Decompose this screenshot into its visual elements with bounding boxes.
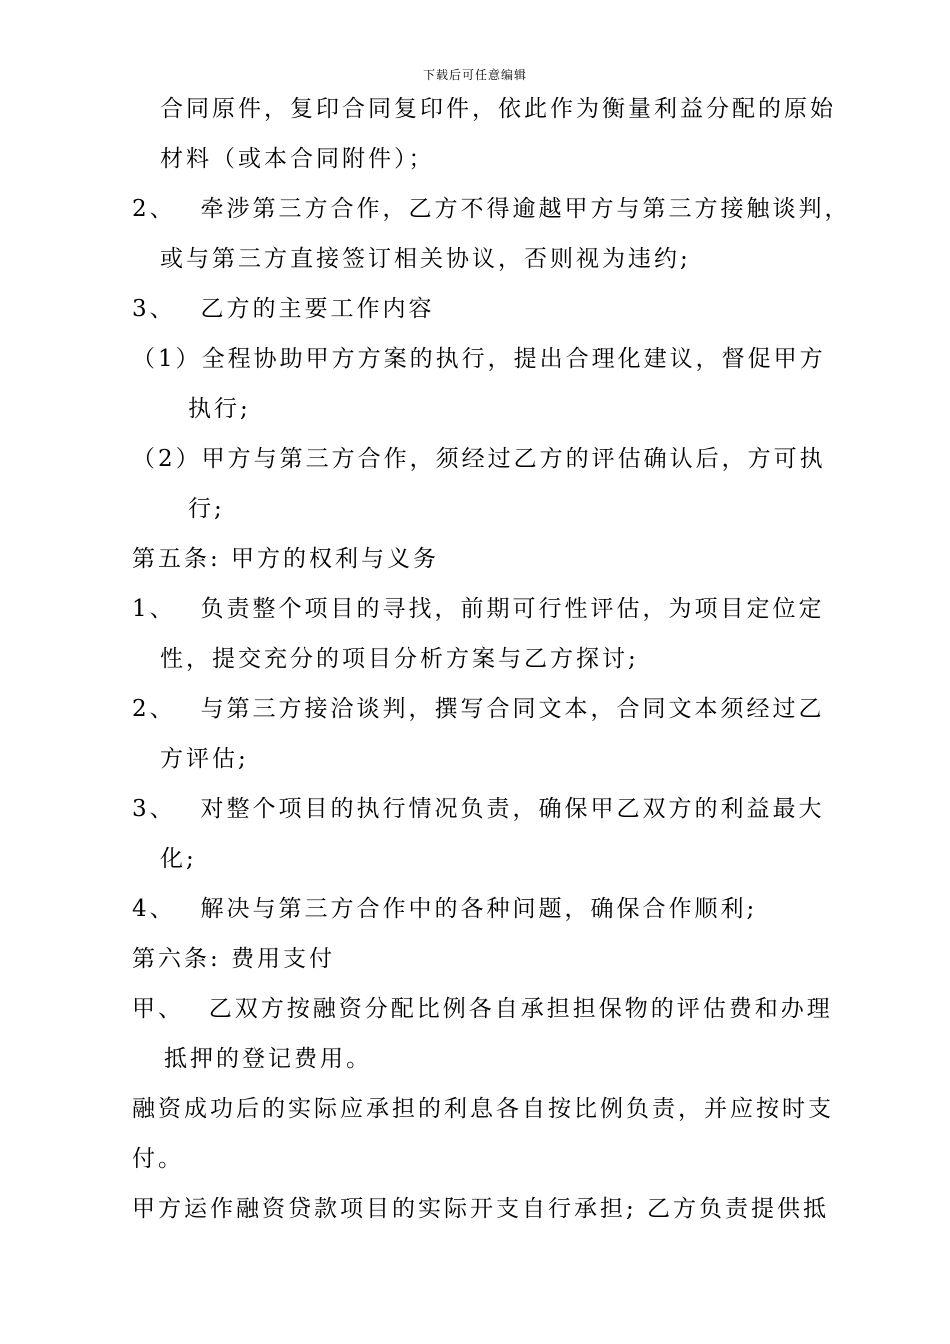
text-line: 1、 负责整个项目的寻找，前期可行性评估，为项目定位定	[132, 596, 825, 622]
section-heading: 第五条: 甲方的权利与义务	[132, 546, 440, 572]
text-line: 化;	[160, 846, 197, 872]
text-line: （2）甲方与第三方合作，须经过乙方的评估确认后，方可执	[132, 446, 826, 472]
text-line: 4、 解决与第三方合作中的各种问题，确保合作顺利;	[132, 896, 758, 922]
text-line: 材料（或本合同附件）；	[160, 146, 435, 172]
section-heading: 第六条: 费用支付	[132, 946, 336, 972]
text-line: 甲、 乙双方按融资分配比例各自承担担保物的评估费和办理	[132, 996, 833, 1022]
text-line: 或与第三方直接签订相关协议，否则视为违约;	[160, 246, 691, 272]
text-line: 融资成功后的实际应承担的利息各自按比例负责，并应按时支	[132, 1096, 834, 1122]
text-line: 2、 牵涉第三方合作，乙方不得逾越甲方与第三方接触谈判，	[132, 196, 851, 222]
text-line: 2、 与第三方接洽谈判，撰写合同文本，合同文本须经过乙	[132, 696, 825, 722]
text-line: 行;	[188, 496, 225, 522]
page-header: 下载后可任意编辑	[422, 68, 527, 82]
text-line: 抵押的登记费用。	[164, 1046, 372, 1072]
text-line: 3、 乙方的主要工作内容	[132, 296, 435, 322]
text-line: 性，提交充分的项目分析方案与乙方探讨;	[160, 646, 639, 672]
text-line: 方评估;	[160, 746, 249, 772]
text-line: 付。	[132, 1146, 184, 1172]
text-line: （1）全程协助甲方方案的执行，提出合理化建议，督促甲方	[132, 346, 826, 372]
text-line: 3、 对整个项目的执行情况负责，确保甲乙双方的利益最大	[132, 796, 825, 822]
text-line: 甲方运作融资贷款项目的实际开支自行承担; 乙方负责提供抵	[132, 1196, 830, 1222]
text-line: 合同原件，复印合同复印件，依此作为衡量利益分配的原始	[160, 96, 836, 122]
text-line: 执行;	[188, 396, 251, 422]
